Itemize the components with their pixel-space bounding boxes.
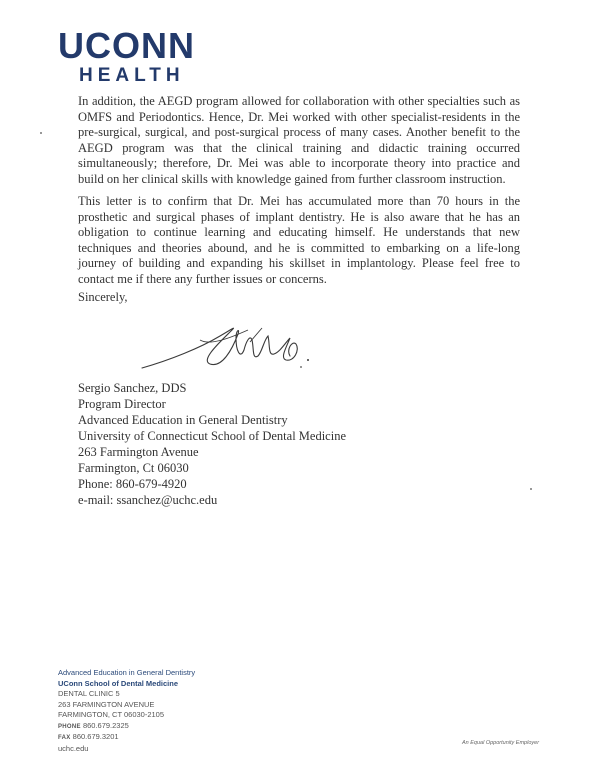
footer-fax-label: FAX — [58, 735, 71, 741]
signatory-name: Sergio Sanchez, DDS — [78, 381, 187, 395]
footer-program: Advanced Education in General Dentistry — [58, 668, 196, 677]
equal-opportunity-notice: An Equal Opportunity Employer — [462, 740, 540, 746]
footer-fax-line — [58, 732, 195, 744]
signatory-phone: Phone: 860-679-4920 — [78, 477, 187, 491]
uconn-health-logo — [58, 25, 195, 86]
footer-clinic: DENTAL CLINIC 5 — [58, 689, 120, 698]
signatory-department: Advanced Education in General Dentistry — [78, 413, 288, 427]
signatory-title: Program Director — [78, 397, 166, 411]
logo-health: HEALTH — [79, 65, 185, 86]
footer-fax: 860.679.3201 — [72, 732, 119, 741]
footer-phone-line — [58, 721, 195, 733]
scan-speck — [300, 366, 302, 368]
signatory-street: 263 Farmington Avenue — [78, 445, 199, 459]
signatory-email: e-mail: ssanchez@uchc.edu — [78, 493, 218, 507]
letter-paragraph-1: In addition, the AEGD program allowed for collaboration with other specialties such as OMFS and Periodontics. Hence, Dr. Mei worked with other specialist-residents in the pre-surgical, surgical, and post-surgical process of many cases. Another benefit to the AEGD program was that the clinical training and didactic training occurred simultaneously; therefore, Dr. Mei was able to incorporate theory into practice and build on her clinical skills with knowledge gained from further classroom instruction. — [78, 94, 520, 186]
signatory-school: University of Connecticut School of Dental Medicine — [78, 429, 346, 443]
letter-closing: Sincerely, — [78, 290, 128, 304]
footer-city: FARMINGTON, CT 06030-2105 — [58, 710, 165, 719]
logo-uconn: UCONN — [58, 25, 195, 66]
footer-school: UConn School of Dental Medicine — [58, 678, 179, 688]
signature-block — [78, 380, 346, 508]
letterhead-footer — [58, 668, 195, 754]
scan-speck — [40, 132, 42, 134]
signatory-city: Farmington, Ct 06030 — [78, 461, 189, 475]
scan-speck — [530, 488, 532, 490]
handwritten-signature — [140, 320, 320, 380]
footer-street: 263 FARMINGTON AVENUE — [58, 699, 155, 709]
footer-phone: 860.679.2325 — [82, 720, 129, 730]
footer-website: uchc.edu — [58, 743, 89, 753]
letter-paragraph-2: This letter is to confirm that Dr. Mei has accumulated more than 70 hours in the prosthetic and surgical phases of implant dentistry. He is also aware that he has an obligation to continue learning and educating himself. He understands that new techniques and theories abound, and he is committed to embarking on a life-long journey of building and expanding his skillset in implantology. Please feel free to contact me if there any further issues or concerns. — [78, 194, 520, 286]
footer-phone-label: PHONE — [58, 723, 81, 730]
